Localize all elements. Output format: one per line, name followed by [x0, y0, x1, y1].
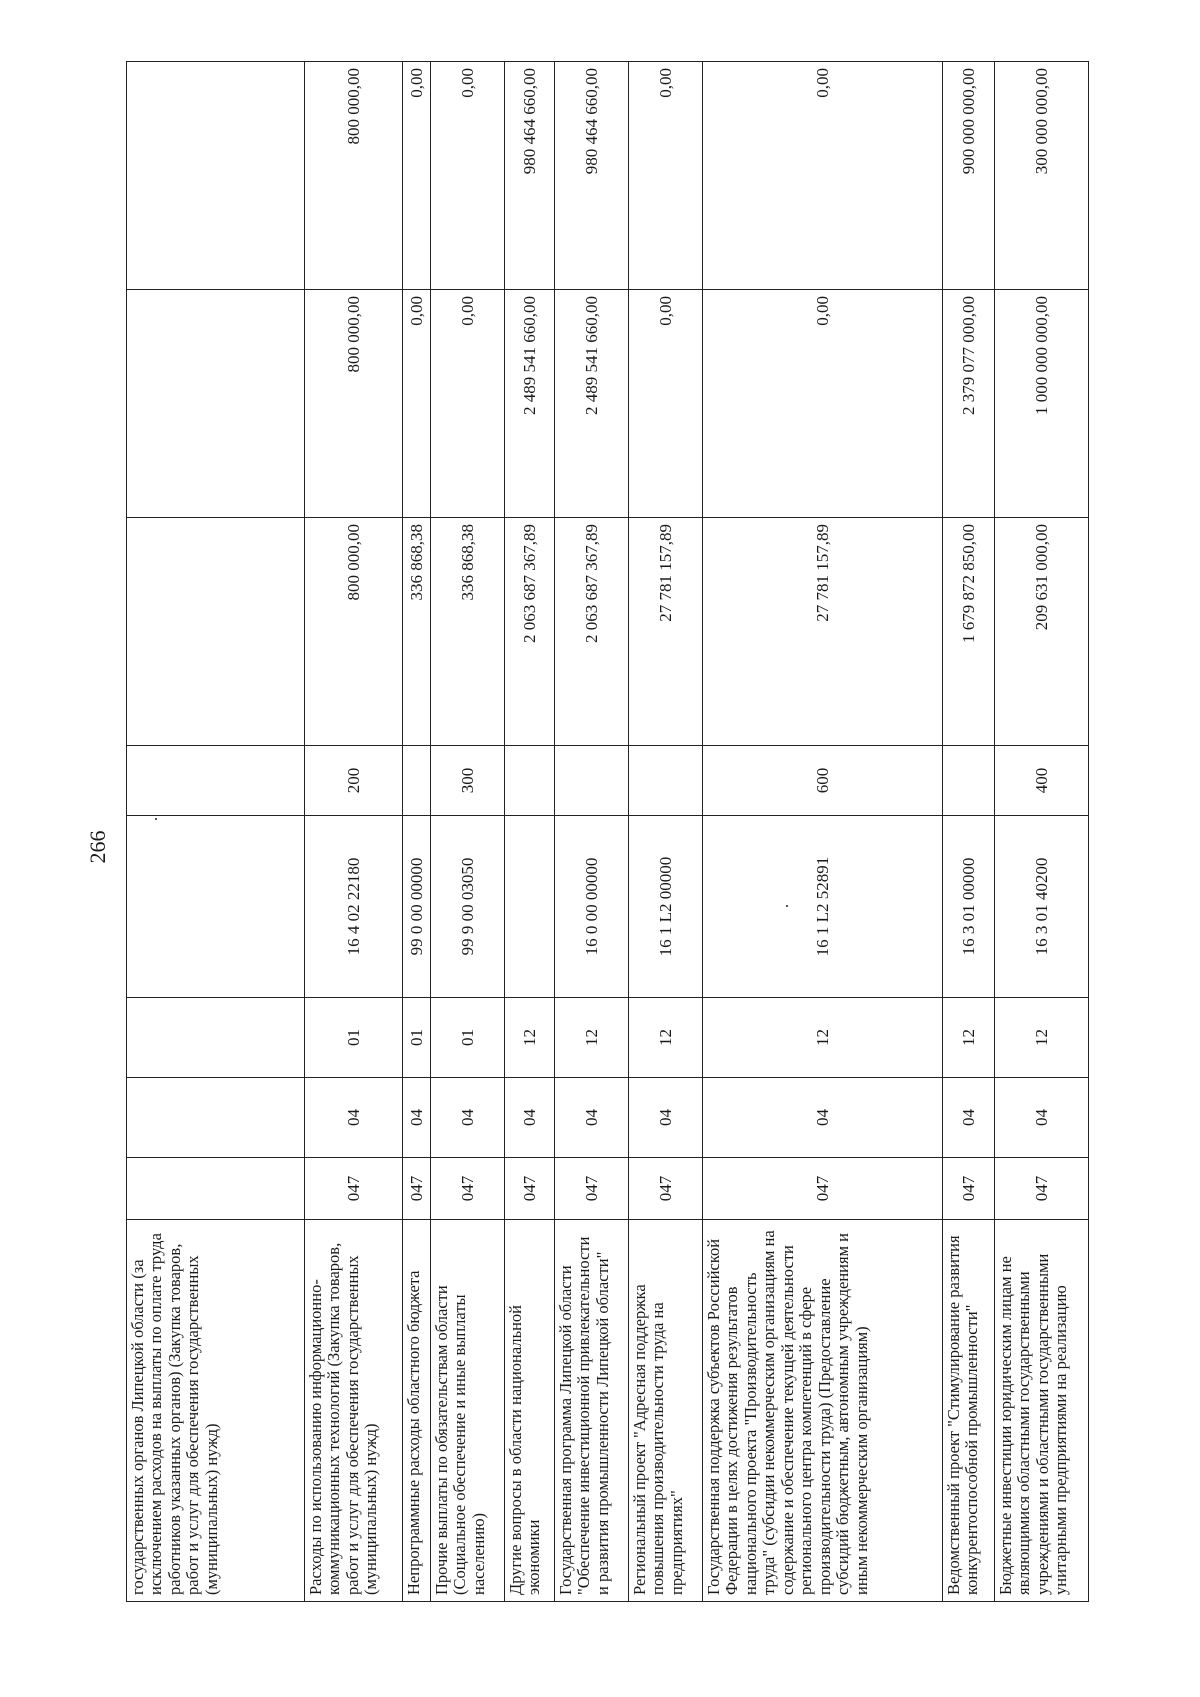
expense-type-code	[943, 746, 995, 816]
row-name: Ведомственный проект "Стимулирование развития конкурентоспособной промышленности"	[943, 1220, 995, 1602]
amount-year-1: 27 781 157,89	[629, 518, 703, 746]
subsection-code: 01	[305, 998, 403, 1078]
grbs-code: 047	[431, 1158, 505, 1220]
amount-year-1: 209 631 000,00	[995, 518, 1089, 746]
subsection-code: 01	[403, 998, 431, 1078]
row-name: Другие вопросы в области национальной экономики	[505, 1220, 555, 1602]
rotated-table-container	[126, 62, 1088, 1602]
section-code: 04	[943, 1078, 995, 1158]
amount-year-2: 0,00	[431, 290, 505, 518]
row-name: Непрограммные расходы областного бюджета	[403, 1220, 431, 1602]
amount-year-2: 0,00	[703, 290, 943, 518]
section-code	[127, 1078, 305, 1158]
page-number: 266	[85, 830, 110, 864]
subsection-code: 12	[555, 998, 629, 1078]
expense-type-code: 600	[703, 746, 943, 816]
target-article-code: 16 4 02 22180	[305, 816, 403, 998]
budget-table	[126, 61, 1089, 1602]
amount-year-1: 1 679 872 850,00	[943, 518, 995, 746]
row-name: Расходы по использованию информационно-коммуникационных технологий (Закупка товаров, работ и услуг для обеспечения государственных (муниципальных) нужд)	[305, 1220, 403, 1602]
section-code: 04	[629, 1078, 703, 1158]
table-row	[305, 62, 403, 1602]
grbs-code: 047	[943, 1158, 995, 1220]
target-article-code	[505, 816, 555, 998]
expense-type-code	[403, 746, 431, 816]
amount-year-2: 800 000,00	[305, 290, 403, 518]
subsection-code: 12	[943, 998, 995, 1078]
grbs-code: 047	[995, 1158, 1089, 1220]
section-code: 04	[305, 1078, 403, 1158]
amount-year-3: 900 000 000,00	[943, 62, 995, 290]
expense-type-code	[555, 746, 629, 816]
subsection-code: 01	[431, 998, 505, 1078]
table-row	[943, 62, 995, 1602]
grbs-code	[127, 1158, 305, 1220]
table-row	[431, 62, 505, 1602]
table-row	[629, 62, 703, 1602]
target-article-code	[127, 816, 305, 998]
row-name: Бюджетные инвестиции юридическим лицам не являющимися областными государственными учреждениями и областными государственными унитарными предприятиями на реализацию	[995, 1220, 1089, 1602]
row-name: Государственная поддержка субъектов Российской Федерации в целях достижения результатов национального проекта "Производительность труда" (субсидии некоммерческим организациям на содержание и обеспечение текущей деятельности регионального центра компетенций в сфере производительности труда) (Предоставление субсидий бюджетным, автономным учреждениям и иным некоммерческим организациям)	[703, 1220, 943, 1602]
amount-year-2: 0,00	[403, 290, 431, 518]
target-article-code: 16 1 L2 00000	[629, 816, 703, 998]
target-article-code: 16 1 L2 52891	[703, 816, 943, 998]
section-code: 04	[703, 1078, 943, 1158]
subsection-code: 12	[995, 998, 1089, 1078]
grbs-code: 047	[703, 1158, 943, 1220]
section-code: 04	[431, 1078, 505, 1158]
amount-year-3	[127, 62, 305, 290]
section-code: 04	[995, 1078, 1089, 1158]
target-article-code: 16 0 00 00000	[555, 816, 629, 998]
expense-type-code	[629, 746, 703, 816]
section-code: 04	[403, 1078, 431, 1158]
section-code: 04	[555, 1078, 629, 1158]
amount-year-1: 27 781 157,89	[703, 518, 943, 746]
table-row	[505, 62, 555, 1602]
grbs-code: 047	[555, 1158, 629, 1220]
amount-year-2: 2 379 077 000,00	[943, 290, 995, 518]
amount-year-1: 2 063 687 367,89	[555, 518, 629, 746]
amount-year-2: 2 489 541 660,00	[505, 290, 555, 518]
amount-year-1	[127, 518, 305, 746]
amount-year-3: 300 000 000,00	[995, 62, 1089, 290]
expense-type-code: 400	[995, 746, 1089, 816]
amount-year-1: 800 000,00	[305, 518, 403, 746]
target-article-code: 16 3 01 40200	[995, 816, 1089, 998]
subsection-code: 12	[505, 998, 555, 1078]
amount-year-1: 2 063 687 367,89	[505, 518, 555, 746]
target-article-code: 99 9 00 03050	[431, 816, 505, 998]
subsection-code: 12	[703, 998, 943, 1078]
grbs-code: 047	[629, 1158, 703, 1220]
row-name: Прочие выплаты по обязательствам области (Социальное обеспечение и иные выплаты населению)	[431, 1220, 505, 1602]
grbs-code: 047	[305, 1158, 403, 1220]
amount-year-3: 0,00	[403, 62, 431, 290]
expense-type-code	[127, 746, 305, 816]
expense-type-code	[505, 746, 555, 816]
amount-year-3: 800 000,00	[305, 62, 403, 290]
amount-year-2: 0,00	[629, 290, 703, 518]
amount-year-1: 336 868,38	[431, 518, 505, 746]
amount-year-2: 1 000 000 000,00	[995, 290, 1089, 518]
grbs-code: 047	[403, 1158, 431, 1220]
expense-type-code: 200	[305, 746, 403, 816]
amount-year-1: 336 868,38	[403, 518, 431, 746]
amount-year-2	[127, 290, 305, 518]
table-row	[403, 62, 431, 1602]
subsection-code	[127, 998, 305, 1078]
amount-year-3: 980 464 660,00	[555, 62, 629, 290]
amount-year-3: 0,00	[431, 62, 505, 290]
section-code: 04	[505, 1078, 555, 1158]
target-article-code: 99 0 00 00000	[403, 816, 431, 998]
row-name: Региональный проект "Адресная поддержка повышения производительности труда на предприятиях"	[629, 1220, 703, 1602]
expense-type-code: 300	[431, 746, 505, 816]
amount-year-3: 0,00	[703, 62, 943, 290]
table-row	[703, 62, 943, 1602]
target-article-code: 16 3 01 00000	[943, 816, 995, 998]
grbs-code: 047	[505, 1158, 555, 1220]
table-row	[127, 62, 305, 1602]
amount-year-3: 0,00	[629, 62, 703, 290]
subsection-code: 12	[629, 998, 703, 1078]
row-name: Государственная программа Липецкой области "Обеспечение инвестиционной привлекательности и развития промышленности Липецкой области"	[555, 1220, 629, 1602]
amount-year-2: 2 489 541 660,00	[555, 290, 629, 518]
row-name: государственных органов Липецкой области (за исключением расходов на выплаты по оплате труда работников указанных органов) (Закупка товаров, работ и услуг для обеспечения государственных (муниципальных) нужд)	[127, 1220, 305, 1602]
table-row	[995, 62, 1089, 1602]
amount-year-3: 980 464 660,00	[505, 62, 555, 290]
table-row	[555, 62, 629, 1602]
